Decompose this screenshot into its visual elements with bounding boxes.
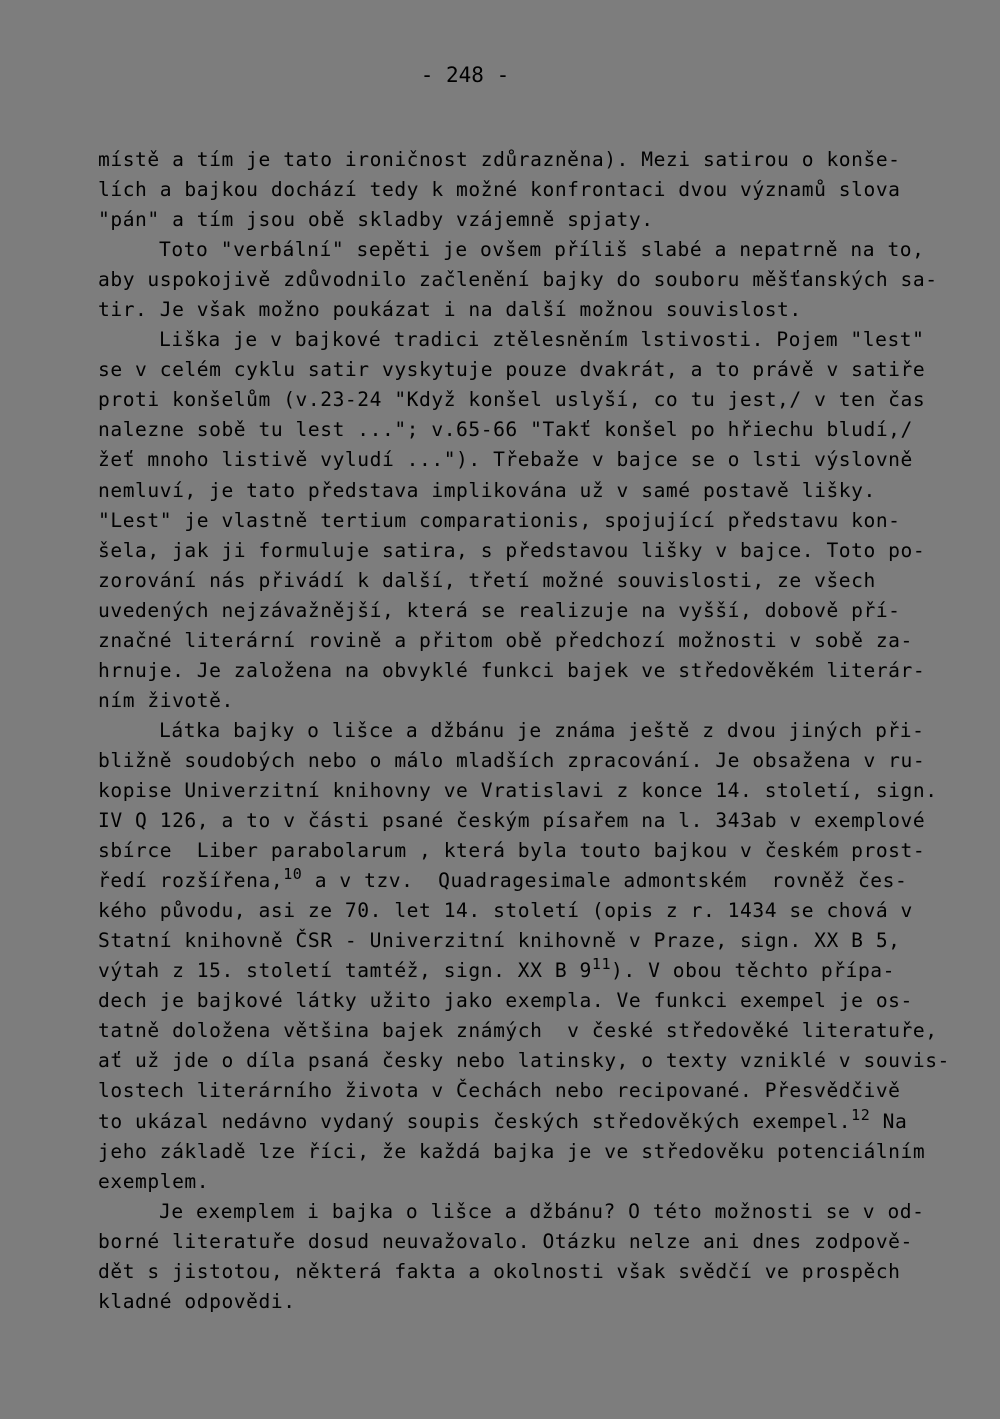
text-line: sbírce Liber parabolarum , která byla touto bajkou v českém prost- [98,839,926,863]
text-line: tatně doložena většina bajek známých v české středověké literatuře, [98,1019,938,1043]
paragraph-start-line: Liška je v bajkové tradici ztělesněním lstivosti. Pojem "lest" [159,328,925,352]
paragraph-start-line: Toto "verbální" sepěti je ovšem příliš slabé a nepatrně na to, [159,238,925,262]
footnote-marker: 10 [283,865,303,884]
text-line: "Lest" je vlastně tertium comparationis, spojující představu kon- [98,508,901,532]
text-line: kopise Univerzitní knihovny ve Vratislavi z konce 14. století, sign. [98,778,938,802]
text-line: "pán" a tím jsou obě skladby vzájemně spjaty. [98,208,654,232]
text-line: místě a tím je tato ironičnost zdůrazněna). Mezi satirou o konše- [98,148,901,171]
text-segment: ). V obou těchto přípa- [611,959,895,983]
footnote-marker: 11 [591,955,612,974]
text-line: se v celém cyklu satir vyskytuje pouze dvakrát, a to právě v satiře [98,358,926,382]
text-line: bližně soudobých nebo o málo mladších zpracování. Je obsažena v ru- [98,748,926,772]
text-line: jeho základě lze říci, že každá bajka je ve středověku potenciálním [98,1139,926,1163]
text-line: proti konšelům (v.23-24 "Když konšel uslyší, co tu jest,/ v ten čas [98,388,926,412]
text-line: aby uspokojivě zdůvodnilo začlenění bajky do souboru měšťanských sa- [98,268,938,292]
text-segment: ředí rozšířena, [98,869,284,893]
text-line: dět s jistotou, některá fakta a okolnosti však svědčí ve prospěch [98,1259,901,1283]
text-line: nalezne sobě tu lest ..."; v.65-66 "Takť konšel po hřiechu bludí,/ [98,418,913,442]
text-line: značné literární rovině a přitom obě předchozí možnosti v sobě za- [98,628,913,652]
page-number: - 248 - [420,63,510,87]
text-line: ať už jde o díla psaná česky nebo latinsky, o texty vzniklé v souvis- [98,1049,950,1073]
text-line: ním životě. [98,688,234,712]
text-line: lích a bajkou dochází tedy k možné konfrontaci dvou významů slova [98,178,901,202]
text-line-with-footnote [98,1107,928,1137]
text-line: tir. Je však možno poukázat i na další možnou souvislost. [98,298,802,322]
text-line: hrnuje. Je založena na obvyklé funkci bajek ve středověkém literár- [98,658,926,682]
text-line: kého původu, asi ze 70. let 14. století (opis z r. 1434 se chová v [98,899,913,923]
text-segment: to ukázal nedávno vydaný soupis českých středověkých exempel. [98,1109,852,1133]
text-line: Statní knihovně ČSR - Univerzitní knihovně v Praze, sign. XX B 5, [98,929,901,953]
text-line: nemluví, je tato představa implikována už v samé postavě lišky. [98,478,876,502]
paragraph-start-line: Látka bajky o lišce a džbánu je známa ještě z dvou jiných při- [159,718,925,742]
text-line: šela, jak ji formuluje satira, s představou lišky v bajce. Toto po- [98,538,926,562]
footnote-marker: 12 [851,1105,871,1124]
text-line: kladné odpovědi. [98,1289,296,1313]
text-segment: Na [870,1109,908,1133]
text-line: lostech literárního života v Čechách nebo recipované. Přesvědčivě [98,1079,901,1103]
text-line: exemplem. [98,1169,210,1193]
body-text [98,145,950,1317]
text-line: IV Q 126, a to v části psané českým písařem na l. 343ab v exemplové [98,809,926,833]
text-line: zorování nás přivádí k další, třetí možné souvislosti, ze všech [98,568,876,592]
text-segment: výtah z 15. století tamtéž, sign. XX B 9 [98,959,592,983]
text-line: uvedených nejzávažnější, která se realizuje na vyšší, dobově pří- [98,598,901,622]
paragraph-start-line: Je exemplem i bajka o lišce a džbánu? O této možnosti se v od- [159,1199,925,1223]
text-line-with-footnote [98,866,928,896]
text-line: dech je bajkové látky užito jako exempla. Ve funkci exempel je os- [98,989,913,1013]
text-segment: a v tzv. Quadragesimale admontském rovněž čes- [302,869,908,893]
text-line-with-footnote [98,956,928,986]
text-line: žeť mnoho listivě vyludí ..."). Třebaže v bajce se o lsti výslovně [98,448,913,472]
text-line: borné literatuře dosud neuvažovalo. Otázku nelze ani dnes zodpově- [98,1229,913,1253]
